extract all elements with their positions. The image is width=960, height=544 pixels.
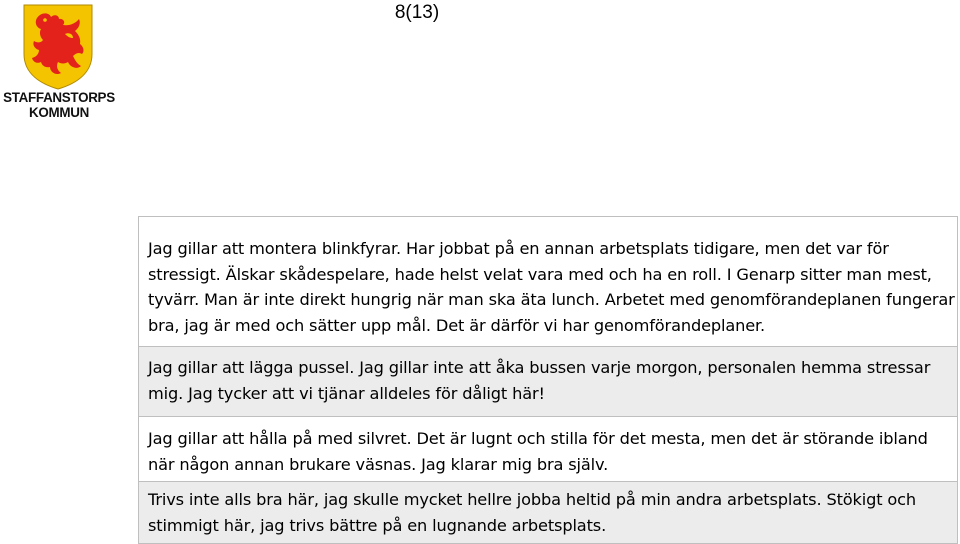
response-row: Jag gillar att montera blinkfyrar. Har jobbat på en annan arbetsplats tidigare, men det var för stressigt. Älskar skådespelare, hade helst velat vara med och ha en roll. I Genarp sitter man mest, tyvärr. Man är inte direkt hungrig när man ska äta lunch. Arbetet med genomförandeplanen fungerar bra, jag är med och sätter upp mål. Det är därför vi har genomförandeplaner. — [139, 217, 957, 347]
page-number: 8(13) — [394, 2, 440, 23]
logo-text-line1: STAFFANSTORPS — [3, 90, 115, 105]
response-row: Trivs inte alls bra här, jag skulle mycket hellre jobba heltid på min andra arbetsplats. Stökigt och stimmigt här, jag trivs bättre på en lugnande arbetsplats. — [139, 482, 957, 544]
responses-table — [138, 216, 958, 544]
municipality-logo — [0, 4, 118, 124]
coat-of-arms-icon — [23, 4, 93, 90]
response-row: Jag gillar att lägga pussel. Jag gillar inte att åka bussen varje morgon, personalen hemma stressar mig. Jag tycker att vi tjänar alldeles för dåligt här! — [139, 347, 957, 417]
logo-text-line2: KOMMUN — [29, 105, 89, 120]
response-row: Jag gillar att hålla på med silvret. Det är lugnt och stilla för det mesta, men det är störande ibland när någon annan brukare väsnas. Jag klarar mig bra själv. — [139, 417, 957, 482]
